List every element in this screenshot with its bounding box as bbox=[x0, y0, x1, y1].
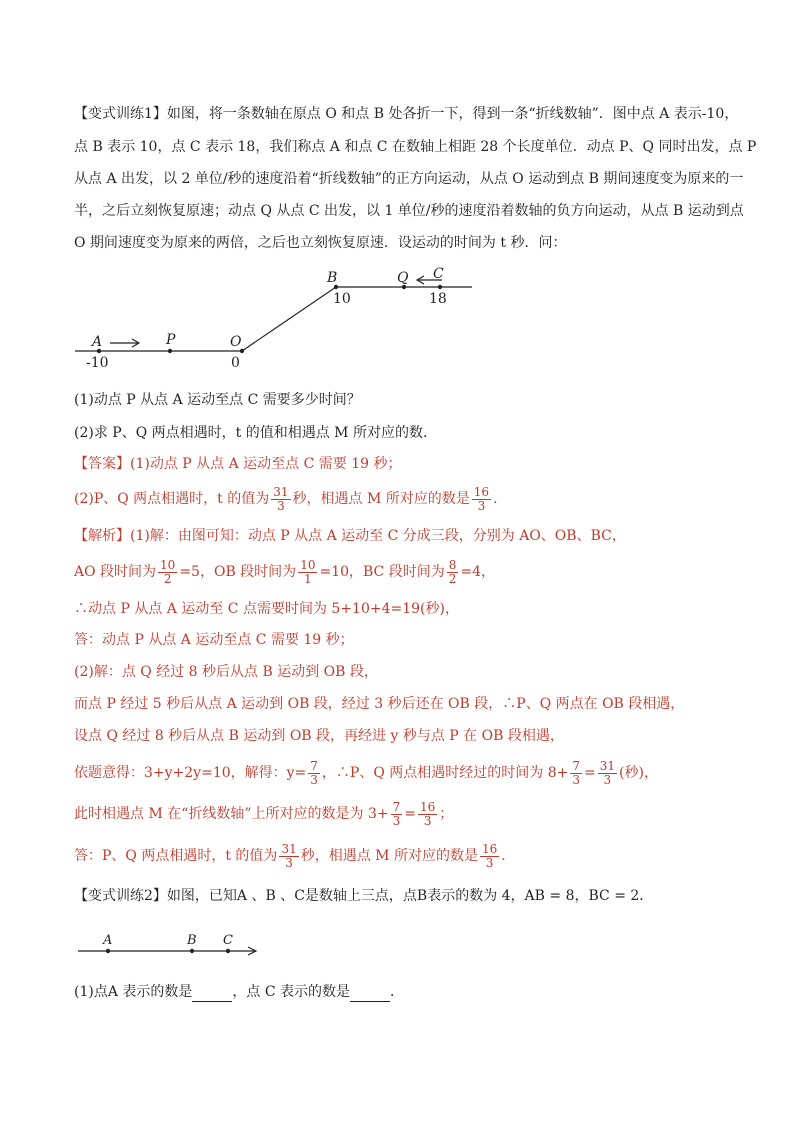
fraction: $\frac{31}{3}$ bbox=[273, 484, 289, 513]
label-Q: Q bbox=[397, 270, 409, 286]
answer-blank-C[interactable] bbox=[350, 987, 390, 1002]
problem1-line4: 半，之后立刻恢复原速；动点 Q 从点 C 出发，以 1 单位/秒的速度沿着数轴的负方向运动，从点 B 运动到点 bbox=[74, 203, 744, 219]
solution-line8: 依题意得：3+y+2y=10，解得：y= $\frac{7}{3}$ ，∴P、Q 两点相遇时经过的时间为 8+ $\frac{7}{3}$ = $\frac{31}{3}$ (秒)， bbox=[74, 758, 658, 787]
question-2: (2)求 P、Q 两点相遇时，t 的值和相遇点 M 所对应的数． bbox=[74, 425, 437, 441]
point-C-dot bbox=[438, 285, 442, 289]
solution-line6: 而点 P 经过 5 秒后从点 A 运动到 OB 段，经过 3 秒后还在 OB 段，∴P、Q 两点在 OB 段相遇， bbox=[74, 696, 685, 712]
fraction: $\frac{7}{3}$ bbox=[392, 799, 401, 828]
fraction: $\frac{8}{2}$ bbox=[448, 557, 457, 586]
label-C: C bbox=[433, 266, 444, 282]
label-B-2: B bbox=[187, 933, 197, 948]
solution-line4: 答：动点 P 从点 A 运动至点 C 需要 19 秒； bbox=[74, 632, 354, 648]
number-line-figure-2 bbox=[0, 925, 794, 965]
fraction: $\frac{10}{2}$ bbox=[160, 557, 176, 586]
label-A: A bbox=[92, 334, 103, 350]
point-C-dot-2 bbox=[226, 949, 230, 953]
solution-line3: ∴动点 P 从点 A 运动至 C 点需要时间为 5+10+4=19(秒)， bbox=[74, 601, 459, 617]
label-C-2: C bbox=[223, 933, 233, 948]
answer-line1: 【答案】(1)动点 P 从点 A 运动至点 C 需要 19 秒； bbox=[74, 456, 402, 472]
solution-label: 【解析】 bbox=[74, 528, 130, 544]
fraction: $\frac{16}{3}$ bbox=[481, 841, 498, 870]
folded-number-line-figure bbox=[0, 260, 794, 380]
fraction: $\frac{10}{1}$ bbox=[300, 557, 316, 586]
problem1-line3: 从点 A 出发，以 2 单位/秒的速度沿着“折线数轴”的正方向运动，从点 O 运动到点 B 期间速度变为原来的一 bbox=[74, 171, 744, 187]
point-B-dot-2 bbox=[190, 949, 194, 953]
problem2-question1: (1)点A 表示的数是 ，点 C 表示的数是 ． bbox=[74, 984, 405, 1000]
value-C: 18 bbox=[429, 291, 447, 307]
solution-line10: 答：P、Q 两点相遇时，t 的值为 $\frac{31}{3}$ 秒，相遇点 M 所对应的数是 $\frac{16}{3}$ ． bbox=[74, 841, 516, 870]
fraction: $\frac{31}{3}$ bbox=[281, 841, 297, 870]
fraction: $\frac{31}{3}$ bbox=[599, 758, 616, 787]
point-P-dot bbox=[168, 349, 172, 353]
solution-line9: 此时相遇点 M 在“折线数轴”上所对应的数是为 3+ $\frac{7}{3}$ = $\frac{16}{3}$ ； bbox=[74, 799, 454, 828]
solution-line1: 【解析】(1)解：由图可知：动点 P 从点 A 运动至 C 分成三段，分别为 AO、OB、BC， bbox=[74, 528, 626, 544]
label-A-2: A bbox=[103, 933, 113, 948]
question-1: (1)动点 P 从点 A 运动至点 C 需要多少时间？ bbox=[74, 392, 361, 408]
answer-blank-A[interactable] bbox=[192, 987, 232, 1002]
fraction: $\frac{7}{3}$ bbox=[310, 758, 318, 787]
value-O: 0 bbox=[231, 355, 240, 371]
label-B: B bbox=[327, 270, 338, 286]
fraction: $\frac{7}{3}$ bbox=[572, 758, 580, 787]
label-P: P bbox=[166, 332, 176, 348]
value-A: -10 bbox=[86, 355, 109, 371]
answer-label: 【答案】 bbox=[74, 456, 130, 472]
fraction: $\frac{16}{3}$ bbox=[420, 799, 436, 828]
problem1-line1: 【变式训练1】如图，将一条数轴在原点 O 和点 B 处各折一下，得到一条“折线数轴”．图中点 A 表示-10， bbox=[74, 106, 739, 122]
point-A-dot-2 bbox=[106, 949, 110, 953]
label-O: O bbox=[230, 334, 242, 350]
problem2-line1: 【变式训练2】如图，已知A 、B 、C是数轴上三点，点B表示的数为 4，AB = 8，BC = 2． bbox=[74, 888, 654, 904]
solution-line2: AO 段时间为 $\frac{10}{2}$ =5，OB 段时间为 $\frac{10}{1}$ =10，BC 段时间为 $\frac{8}{2}$ =4， bbox=[74, 557, 496, 586]
solution-line7: 设点 Q 经过 8 秒后从点 B 运动到 OB 段，再经进 y 秒与点 P 在 OB 段相遇， bbox=[74, 728, 564, 744]
solution-line5: (2)解：点 Q 经过 8 秒后从点 B 运动到 OB 段， bbox=[74, 664, 378, 680]
problem1-line2: 点 B 表示 10，点 C 表示 18，我们称点 A 和点 C 在数轴上相距 28 个长度单位．动点 P、Q 同时出发，点 P bbox=[74, 139, 757, 155]
fraction: $\frac{16}{3}$ bbox=[473, 484, 490, 513]
value-B: 10 bbox=[333, 291, 351, 307]
problem1-line5: O 期间速度变为原来的两倍，之后也立刻恢复原速．设运动的时间为 t 秒．问： bbox=[74, 235, 567, 251]
answer-line2: (2)P、Q 两点相遇时，t 的值为 $\frac{31}{3}$ 秒，相遇点 M 所对应的数是 $\frac{16}{3}$ ． bbox=[74, 484, 508, 513]
